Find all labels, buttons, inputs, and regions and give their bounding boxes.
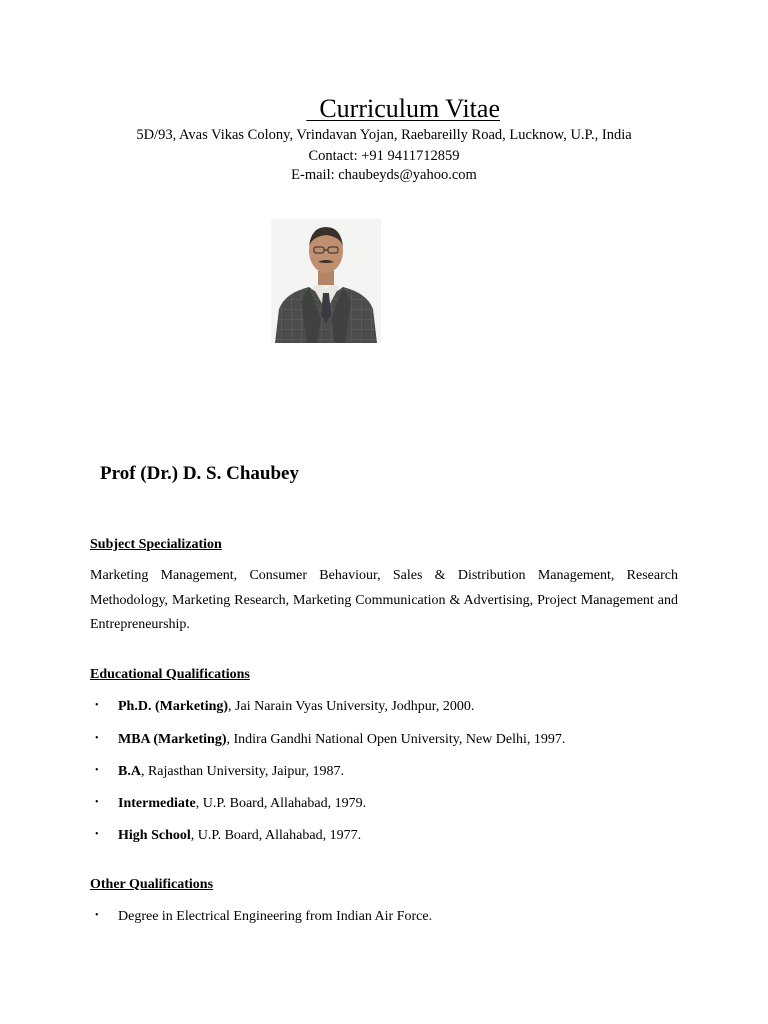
contact-line: Contact: +91 9411712859 [308,148,460,164]
profile-photo [271,219,381,343]
address-line: 5D/93, Avas Vikas Colony, Vrindavan Yojan, Raebareilly Road, Lucknow, U.P., India [136,127,632,143]
education-item [95,794,366,813]
education-item [95,697,474,716]
degree-name: B.A [118,764,141,779]
degree-name: Ph.D. (Marketing) [118,699,229,714]
education-item [95,826,361,845]
page-title: Curriculum Vitae [306,94,500,123]
bullet-icon: • [95,829,99,840]
profile-photo-graphic [271,219,381,343]
education-item [95,762,344,781]
degree-name: Intermediate [118,796,196,811]
educational-qualifications-heading: Educational Qualifications [90,667,250,682]
bullet-icon: • [95,765,99,776]
email-line: E-mail: chaubeyds@yahoo.com [291,167,477,183]
bullet-icon: • [95,797,99,808]
other-qualification-item [95,907,432,926]
degree-name: High School [118,828,191,843]
degree-details: , U.P. Board, Allahabad, 1977. [190,828,362,843]
subject-specialization-text: Marketing Management, Consumer Behaviour, Sales & Distribution Management, Research Methodology, Marketing Research, Marketing Communication & Advertising, Project Management and Entrepreneurship. [90,568,678,632]
degree-details: , Jai Narain Vyas University, Jodhpur, 2000. [228,699,475,714]
degree-name: MBA (Marketing) [118,732,227,747]
bullet-icon: • [95,910,99,921]
subject-specialization-heading: Subject Specialization [90,537,222,552]
bullet-icon: • [95,733,99,744]
education-item [95,730,565,749]
degree-details: , Rajasthan University, Jaipur, 1987. [140,764,345,779]
bullet-icon: • [95,700,99,711]
degree-details: , Indira Gandhi National Open University, New Delhi, 1997. [226,732,566,747]
candidate-name: Prof (Dr.) D. S. Chaubey [100,463,299,484]
qualification-text: Degree in Electrical Engineering from Indian Air Force. [118,909,433,924]
degree-details: , U.P. Board, Allahabad, 1979. [195,796,367,811]
other-qualifications-heading: Other Qualifications [90,877,214,892]
